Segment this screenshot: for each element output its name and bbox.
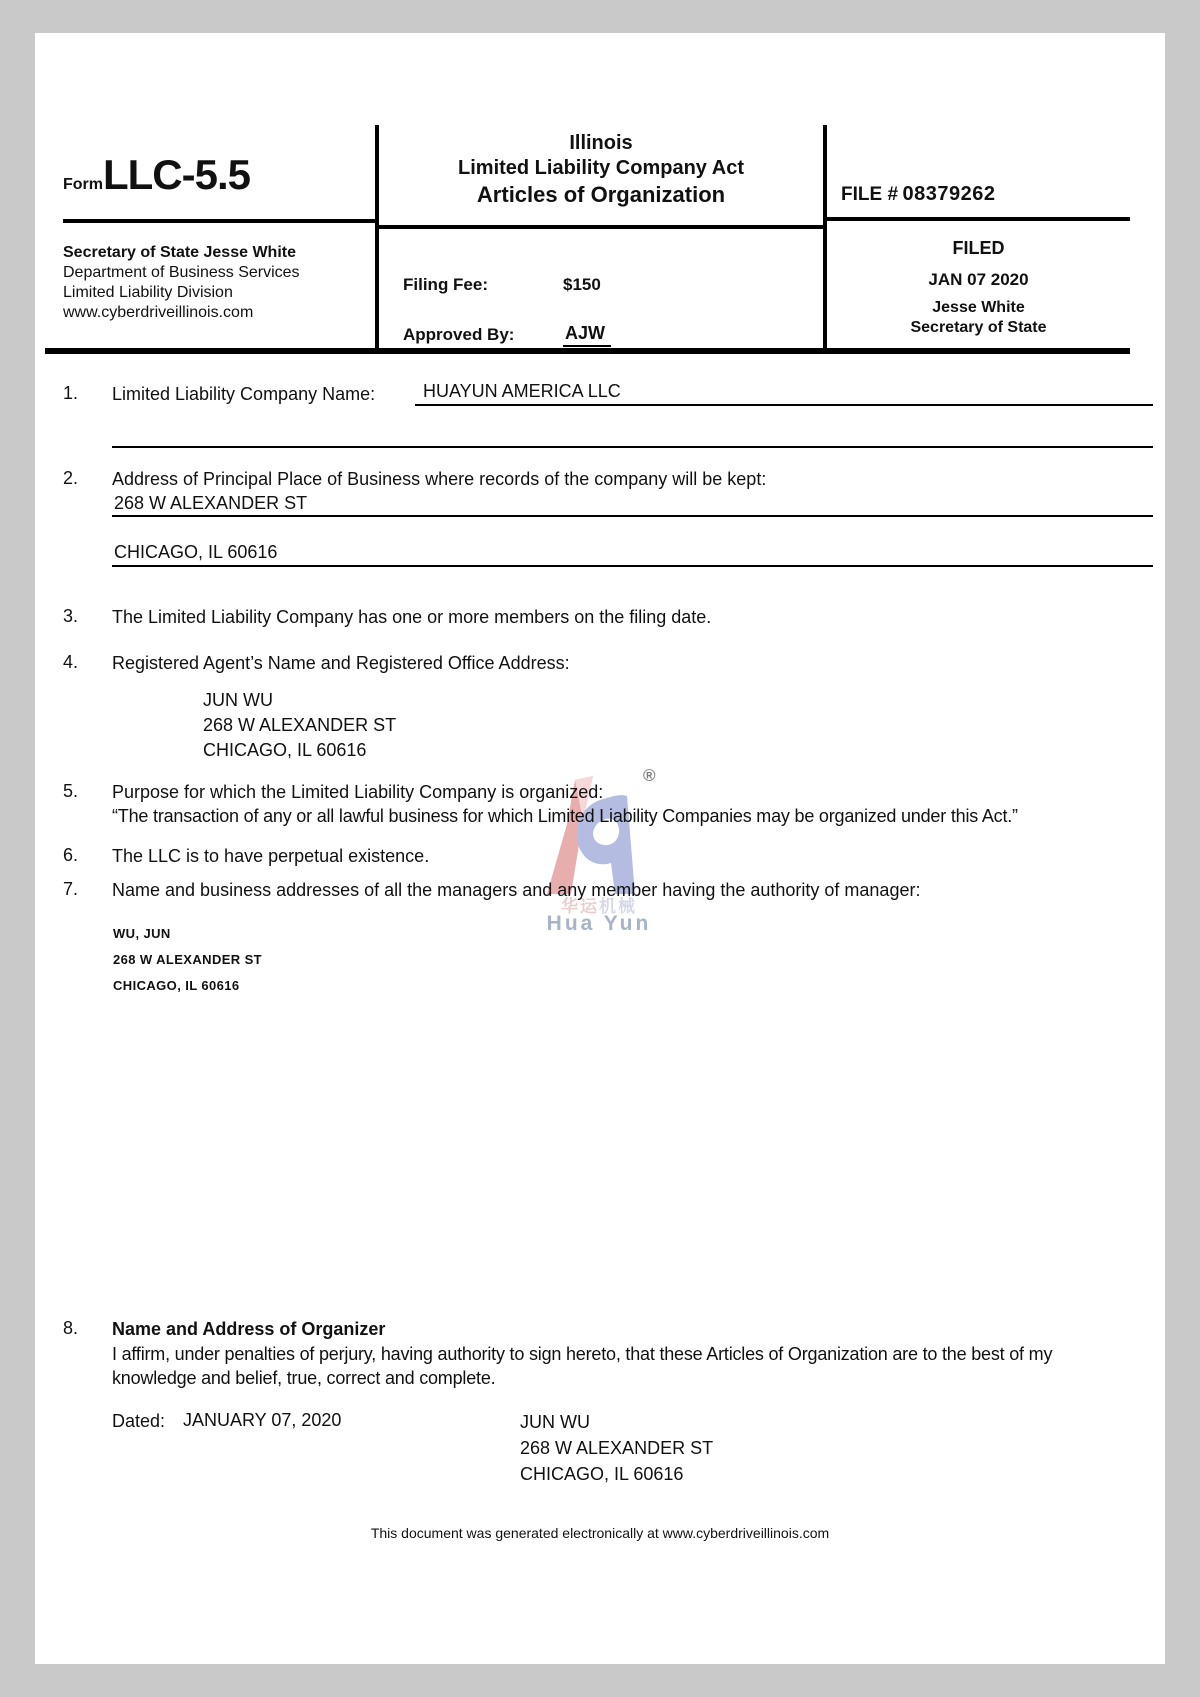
registered-trademark-icon: ® (643, 766, 656, 785)
act-line-3: Articles of Organization (476, 182, 726, 207)
act-line-1: Illinois (569, 132, 633, 154)
organizer-name: JUN WU (520, 1412, 590, 1432)
file-number-value: 08379262 (902, 183, 996, 205)
manager-address2: CHICAGO, IL 60616 (113, 978, 240, 993)
file-number-row (841, 183, 995, 206)
principal-address-line1: 268 W ALEXANDER ST (114, 493, 308, 513)
filed-stamp-date: JAN 07 2020 (928, 270, 1029, 289)
electronic-generation-notice: This document was generated electronically at www.cyberdriveillinois.com (370, 1525, 830, 1541)
dated-value: JANUARY 07, 2020 (183, 1410, 342, 1430)
office-line-3: Limited Liability Division (63, 284, 233, 301)
section-6-number: 6. (63, 845, 79, 865)
registered-agent-name: JUN WU (203, 690, 273, 710)
llc-name-continuation-line (112, 446, 1153, 448)
approved-by-value: AJW (563, 323, 611, 347)
form-title (63, 151, 250, 199)
llc-name-label: Limited Liability Company Name: (112, 384, 376, 404)
file-number-label: FILE # (841, 184, 899, 205)
form-word: Form (63, 176, 103, 193)
act-title-underline (379, 225, 827, 229)
file-number-underline (827, 217, 1130, 221)
section-5-number: 5. (63, 781, 79, 801)
principal-address-label: Address of Principal Place of Business where records of the company will be kept: (112, 469, 767, 489)
filing-fee-label: Filing Fee: (403, 275, 488, 294)
organizer-address1: 268 W ALEXANDER ST (520, 1438, 714, 1458)
watermark-cjk-right: 机械 (599, 897, 637, 916)
section-2-number: 2. (63, 468, 79, 488)
managers-label: Name and business addresses of all the managers and any member having the authority of manager: (112, 880, 921, 900)
members-statement: The Limited Liability Company has one or more members on the filing date. (112, 607, 712, 627)
principal-address-rule1 (112, 515, 1153, 517)
form-number: LLC-5.5 (103, 151, 251, 198)
filed-stamp (827, 238, 1130, 337)
purpose-quote: “The transaction of any or all lawful business for which Limited Liability Companies may be organized under this Act.” (112, 806, 1018, 826)
llc-name-line (415, 404, 1153, 406)
filing-fee-value: $150 (563, 275, 601, 294)
principal-address-line2: CHICAGO, IL 60616 (114, 542, 278, 562)
office-block (63, 243, 300, 323)
section-4-number: 4. (63, 652, 79, 672)
registered-agent-label: Registered Agent’s Name and Registered Office Address: (112, 653, 570, 673)
document-page (35, 33, 1165, 1664)
watermark-cjk-left: 华运 (561, 897, 599, 916)
act-title (379, 131, 823, 209)
office-line-1: Secretary of State Jesse White (63, 244, 296, 261)
organizer-address2: CHICAGO, IL 60616 (520, 1464, 684, 1484)
filed-stamp-word: FILED (952, 238, 1005, 258)
office-line-2: Department of Business Services (63, 264, 300, 281)
form-title-underline (63, 219, 375, 223)
llc-name-value: HUAYUN AMERICA LLC (423, 381, 621, 401)
filed-stamp-title: Secretary of State (910, 319, 1047, 336)
organizer-affirmation: I affirm, under penalties of perjury, having authority to sign hereto, that these Articles of Organization are to the best of my knowledge and belief, true, correct and complete. (112, 1344, 1053, 1388)
registered-agent-address1: 268 W ALEXANDER ST (203, 715, 397, 735)
section-1-number: 1. (63, 383, 79, 403)
registered-agent-block (203, 688, 396, 763)
principal-address-rule2 (112, 565, 1153, 567)
manager-address1: 268 W ALEXANDER ST (113, 952, 263, 967)
registered-agent-address2: CHICAGO, IL 60616 (203, 740, 367, 760)
approved-by-label: Approved By: (403, 325, 515, 344)
manager-name: WU, JUN (113, 926, 171, 941)
header-bottom-rule (45, 348, 1130, 354)
office-line-4: www.cyberdriveillinois.com (63, 304, 254, 321)
section-3-number: 3. (63, 606, 79, 626)
purpose-label: Purpose for which the Limited Liability Company is organized: (112, 782, 604, 802)
organizer-block (520, 1409, 713, 1487)
dated-label: Dated: (112, 1411, 166, 1431)
filed-stamp-name: Jesse White (932, 299, 1025, 316)
section-7-number: 7. (63, 879, 79, 899)
act-line-2: Limited Liability Company Act (458, 157, 744, 179)
organizer-heading: Name and Address of Organizer (112, 1319, 386, 1339)
perpetual-existence-statement: The LLC is to have perpetual existence. (112, 846, 430, 866)
watermark-latin-text: Hua Yun (546, 912, 652, 935)
section-8-number: 8. (63, 1318, 79, 1338)
